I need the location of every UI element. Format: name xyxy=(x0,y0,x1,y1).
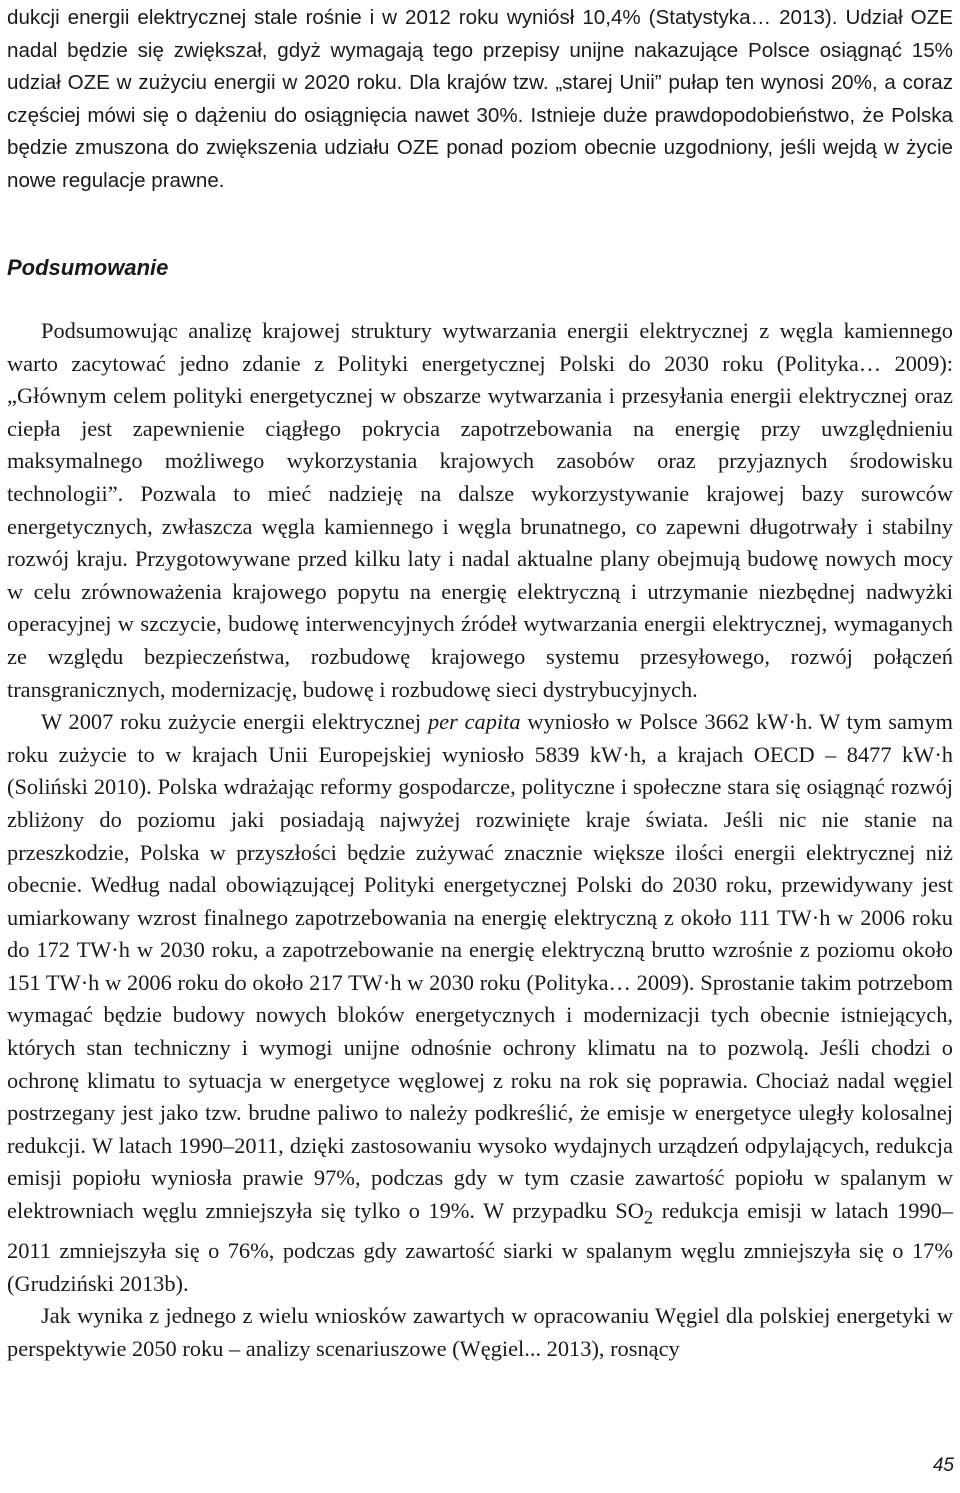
paragraph-2-text-start: W 2007 roku zużycie energii elektrycznej xyxy=(41,709,428,735)
section-heading: Podsumowanie xyxy=(7,255,169,280)
so2-subscript: 2 xyxy=(643,1207,654,1229)
summary-paragraph-1: Podsumowując analizę krajowej struktury wytwarzania energii elektrycznej z węgla kamiennego warto zacytować jedno zdanie z Polityki energetycznej Polski do 2030 roku (Polityka… 2009): „Głównym celem polityki energetycznej w obszarze wytwarzania i przesyłania energii elektrycznej oraz ciepła jest zapewnienie ciągłego pokrycia zapotrzebowania na energię przy uwzględnieniu maksymalnego możliwego wykorzystania krajowych zasobów oraz przyjaznych środowisku technologii”. Pozwala to mieć nadzieję na dalsze wykorzystywanie krajowej bazy surowców energetycznych, zwłaszcza węgla kamiennego i węgla brunatnego, co zapewni długotrwały i stabilny rozwój kraju. Przygotowywane przed kilku laty i nadal aktualne plany obejmują budowę nowych mocy w celu zrównoważenia krajowego popytu na energię elektryczną i utrzymanie niezbędnej nadwyżki operacyjnej w szczycie, budowę interwencyjnych źródeł wytwarzania energii elektrycznej, wymaganych ze względu bezpieczeństwa, rozbudowę krajowego systemu przesyłowego, rozwój połączeń transgranicznych, modernizację, budowę i rozbudowę sieci dystrybucyjnych. xyxy=(7,318,953,702)
document-page xyxy=(7,0,953,1361)
intro-paragraph: dukcji energii elektrycznej stale rośnie i w 2012 roku wyniósł 10,4% (Statystyka… 2013). Udział OZE nadal będzie się zwiększał, gdyż wymagają tego przepisy unijne nakazujące Polsce osiągnąć 15% udział OZE w zużyciu energii w 2020 roku. Dla krajów tzw. „starej Unii” pułap ten wynosi 20%, a coraz częściej mówi się o dążeniu do osiągnięcia nawet 30%. Istnieje duże prawdopodobieństwo, że Polska będzie zmuszona do zwiększenia udziału OZE ponad poziom obecnie uzgodniony, jeśli wejdą w życie nowe regulacje prawne. xyxy=(7,6,953,192)
summary-body xyxy=(7,315,953,1365)
per-capita-italic: per capita xyxy=(427,709,521,735)
paragraph-2-text-end: redukcja emisji w latach 1990–2011 zmniejszyła się o 76%, podczas gdy zawartość siarki w spalanym węglu zmniejszyła się o 17% (Grudziński 2013b). xyxy=(7,1198,953,1296)
paragraph-2-text-middle: wyniosło w Polsce 3662 kW·h. W tym samym roku zużycie to w krajach Unii Europejskiej wyniosło 5839 kW·h, a krajach OECD – 8477 kW·h (Soliński 2010). Polska wdrażając reformy gospodarcze, polityczne i społeczne stara się osiągnąć rozwój zbliżony do poziomu jaki posiadają najwyżej rozwinięte kraje świata. Jeśli nic nie stanie na przeszkodzie, Polska w przyszłości będzie zużywać znacznie większe ilości energii elektrycznej niż obecnie. Według nadal obowiązującej Polityki energetycznej Polski do 2030 roku, przewidywany jest umiarkowany wzrost finalnego zapotrzebowania na energię elektryczną z około 111 TW·h w 2006 roku do 172 TW·h w 2030 roku, a zapotrzebowanie na energię elektryczną brutto wzrośnie z poziomu około 151 TW·h w 2006 roku do około 217 TW·h w 2030 roku (Polityka… 2009). Sprostanie takim potrzebom wymagać będzie budowy nowych bloków energetycznych i modernizacji tych obecnie istniejących, których stan techniczny i wymogi unijne odnośnie ochrony klimatu na to pozwolą. Jeśli chodzi o ochronę klimatu to sytuacja w energetyce węglowej z roku na rok się poprawia. Chociaż nadal węgiel postrzegany jest jako tzw. brudne paliwo to należy podkreślić, że emisje w energetyce uległy kolosalnej redukcji. W latach 1990–2011, dzięki zastosowaniu wysoko wydajnych urządzeń odpylających, redukcja emisji popiołu wyniosła prawie 97%, podczas gdy w tym czasie zawartość popiołu w spalanym w elektrowniach węglu zmniejszyła się tylko o 19%. W przypadku SO xyxy=(7,709,953,1224)
summary-paragraph-2 xyxy=(7,706,953,1300)
page-number: 45 xyxy=(932,1455,954,1476)
summary-paragraph-3: Jak wynika z jednego z wielu wniosków zawartych w opracowaniu Węgiel dla polskiej energetyki w perspektywie 2050 roku – analizy scenariuszowe (Węgiel... 2013), rosnący xyxy=(7,1303,953,1361)
